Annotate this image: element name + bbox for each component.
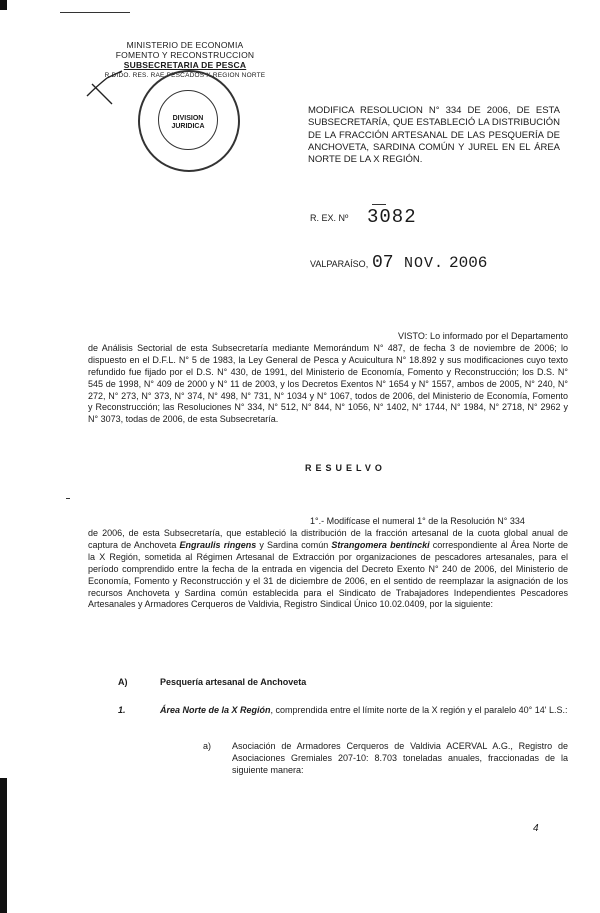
section-a-letter: A) bbox=[118, 677, 128, 687]
header-subsecretaria: SUBSECRETARIA DE PESCA bbox=[123, 60, 247, 70]
stamp-text-2: JURIDICA bbox=[171, 123, 205, 130]
date-month: NOV. bbox=[404, 255, 445, 272]
article-body-1: de 2006, de esta Subsecretaría, que estableció la distribución de la fracción artesanal de la cuota global anual de captura de Anchoveta bbox=[88, 528, 568, 550]
species-anchoveta: Engraulis ringens bbox=[179, 539, 257, 550]
page-number: 4 bbox=[533, 823, 539, 834]
scan-edge-bottom bbox=[0, 778, 7, 913]
date-place: VALPARAÍSO, bbox=[310, 259, 369, 269]
species-sardina: Strangomera bentincki bbox=[331, 539, 430, 550]
resolution-number: 3082 bbox=[367, 206, 417, 228]
scan-mark-rex bbox=[372, 204, 386, 205]
article-body-3: correspondiente al Área Norte de la X Región, sometida al Régimen Artesanal de Extracción por organizaciones de pescadores artesanales, para el período comprendido entre la fecha de la entrada en vigencia del Decreto Exento N° 240 de 2006, del Ministerio de Economía, Fomento y Reconstrucción y el 31 de diciembre de 2006, en el sentido de reemplazar la asignación de los recursos Anchoveta y Sardina común establecida para el Sindicato de Trabajadores Independientes Pescadores Artesanales y Armadores Cerqueros de Valdivia, Registro Sindical Único 10.02.0409, por la siguiente: bbox=[88, 539, 568, 610]
document-title: MODIFICA RESOLUCION N° 334 DE 2006, DE ESTA SUBSECRETARÍA, QUE ESTABLECIÓ LA DISTRIBUCIÓN DE LA FRACCIÓN ARTESANAL DE LAS PESQUERÍA DE ANCHOVETA, SARDINA COMÚN Y JUREL EN EL ÁREA NORTE DE LA X REGIÓN. bbox=[308, 105, 560, 166]
visto-paragraph: VISTO: Lo informado por el Departamento de Análisis Sectorial de esta Subsecretaría mediante Memorándum N° 487, de fecha 3 de noviembre de 2006; lo dispuesto en el D.F.L. N° 5 de 1983, la Ley General de Pesca y Acuicultura N° 18.892 y sus modificaciones cuyo texto refundido fue fijado por el D.S. N° 430, de 1991, del Ministerio de Economía, Fomento y Reconstrucción; los D.S. N° 545 de 1998, N° 409 de 2000 y N° 11 de 2003, y los Decretos Exentos N° 1654 y N° 1557, ambos de 2005, N° 240, N° 272, N° 273, N° 373, N° 374, N° 498, N° 731, N° 1034 y N° 1067, todos de 2006, del Ministerio de Economía, Fomento y Reconstrucción; las Resoluciones N° 334, N° 512, N° 844, N° 1056, N° 1402, N° 1744, N° 1984, N° 2718, N° 2962 y N° 3073, todas de 2006, de esta Subsecretaría. bbox=[88, 331, 568, 425]
resolution-label: R. EX. Nº bbox=[310, 213, 349, 223]
section-a-title: Pesquería artesanal de Anchoveta bbox=[160, 677, 307, 687]
article-body-2: y Sardina común bbox=[256, 539, 332, 550]
stamp-text-1: DIVISION bbox=[172, 115, 204, 122]
header-ministry-2: FOMENTO Y RECONSTRUCCION bbox=[115, 50, 255, 60]
item-a-text: Asociación de Armadores Cerqueros de Valdivia ACERVAL A.G., Registro de Asociaciones Gremiales 207-10: 8.703 toneladas anuales, fraccionadas de la siguiente manera: bbox=[232, 741, 568, 775]
date-day: 07 bbox=[372, 253, 394, 273]
scan-mark-left bbox=[66, 498, 70, 499]
item-1-paragraph bbox=[160, 705, 568, 717]
handwritten-check-icon bbox=[82, 66, 137, 116]
scan-edge-top bbox=[0, 0, 7, 10]
item-1-text: , comprendida entre el límite norte de la X región y el paralelo 40° 14' L.S.: bbox=[270, 705, 568, 715]
date-year: 2006 bbox=[449, 254, 488, 272]
header-ministry: MINISTERIO DE ECONOMIA bbox=[126, 40, 244, 50]
division-stamp bbox=[138, 70, 240, 172]
article-lead: 1°.- Modifícase el numeral 1° de la Resolución N° 334 bbox=[310, 516, 525, 526]
item-a-letter: a) bbox=[203, 741, 212, 751]
item-1-number: 1. bbox=[118, 705, 126, 715]
resuelvo-heading: RESUELVO bbox=[305, 463, 386, 473]
header-small-line: R.DIDO. RES. RAE PESCADOS X REGION NORTE bbox=[104, 72, 266, 79]
item-1-area: Área Norte de la X Región bbox=[160, 705, 271, 715]
article-paragraph bbox=[88, 528, 568, 611]
scan-mark-top bbox=[60, 12, 130, 13]
